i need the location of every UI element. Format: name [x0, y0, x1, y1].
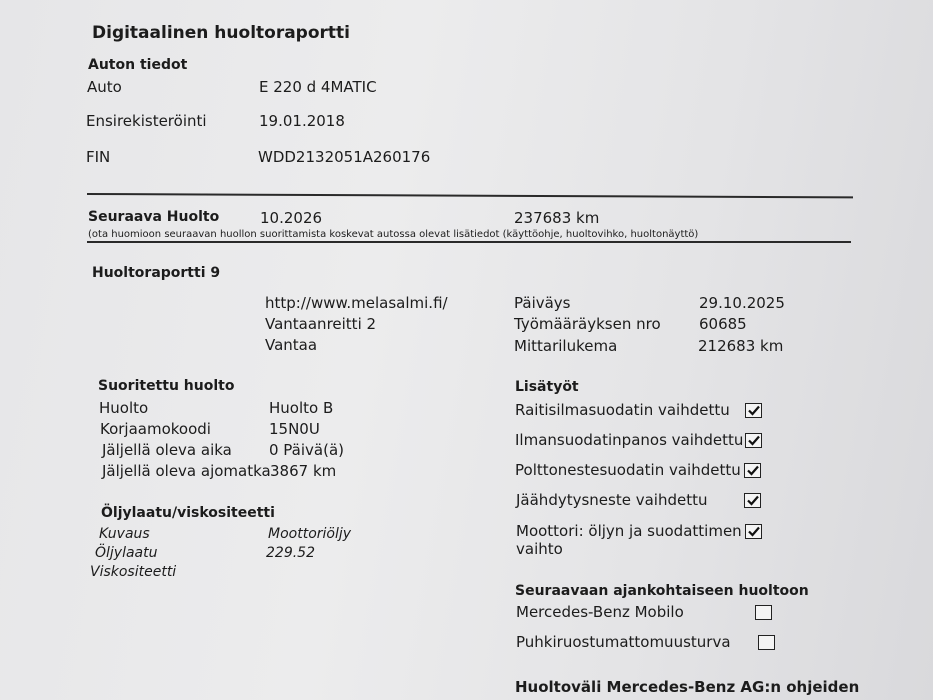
workshop-city: Vantaa: [265, 336, 318, 354]
checkmark-icon: [747, 434, 761, 447]
oil-description-value: Moottoriöljy: [268, 526, 352, 542]
upcoming-item-checkbox[interactable]: [758, 635, 775, 650]
work-order-label: Työmääräyksen nro: [514, 315, 661, 333]
checkmark-icon: [747, 525, 761, 538]
oil-description-label: Kuvaus: [99, 526, 150, 542]
oil-quality-label: Öljylaatu: [95, 545, 158, 561]
divider-top: [87, 193, 853, 198]
remaining-time-value: 0 Päivä(ä): [269, 441, 345, 459]
service-interval-heading: Huoltoväli Mercedes-Benz AG:n ohjeiden: [515, 678, 860, 696]
extra-item-checkbox[interactable]: [745, 403, 762, 418]
fin-label: FIN: [86, 148, 111, 166]
extra-item-checkbox[interactable]: [745, 433, 762, 448]
odometer-value: 212683 km: [698, 337, 784, 355]
checkmark-icon: [746, 494, 760, 507]
upcoming-item-label: Puhkiruostumattomuusturva: [516, 633, 731, 651]
workshop-url: http://www.melasalmi.fi/: [265, 294, 448, 312]
first-registration-label: Ensirekisteröinti: [86, 112, 207, 130]
checkmark-icon: [746, 464, 760, 477]
extra-work-heading: Lisätyöt: [515, 379, 579, 395]
first-registration-value: 19.01.2018: [259, 112, 345, 130]
extra-item-checkbox[interactable]: [745, 524, 762, 539]
remaining-time-label: Jäljellä oleva aika: [102, 441, 232, 459]
car-model-label: Auto: [87, 78, 122, 96]
next-service-km: 237683 km: [514, 209, 600, 227]
next-service-date: 10.2026: [260, 209, 323, 227]
date-value: 29.10.2025: [699, 294, 785, 312]
report-heading: Huoltoraportti 9: [92, 265, 221, 281]
car-model-value: E 220 d 4MATIC: [259, 78, 377, 96]
document-title: Digitaalinen huoltoraportti: [92, 23, 350, 43]
date-label: Päiväys: [514, 294, 571, 312]
remaining-distance-value: 3867 km: [270, 462, 337, 480]
extra-item-label: Moottori: öljyn ja suodattimen: [516, 522, 742, 540]
upcoming-item-checkbox[interactable]: [755, 605, 772, 620]
work-order-value: 60685: [699, 315, 747, 333]
extra-item-label: Ilmansuodatinpanos vaihdettu: [515, 431, 744, 449]
remaining-distance-label: Jäljellä oleva ajomatka: [102, 462, 271, 480]
service-value: Huolto B: [269, 399, 334, 417]
oil-quality-value: 229.52: [266, 545, 315, 561]
odometer-label: Mittarilukema: [514, 337, 618, 355]
next-service-label: Seuraava Huolto: [88, 209, 220, 225]
fin-value: WDD2132051A260176: [258, 148, 431, 166]
extra-item-checkbox[interactable]: [744, 493, 761, 508]
next-service-note: (ota huomioon seuraavan huollon suorittamista koskevat autossa olevat lisätiedot (käyttöohje, huoltovihko, huoltonäyttö): [88, 229, 699, 240]
extra-item-label-continued: vaihto: [516, 540, 563, 558]
upcoming-item-label: Mercedes-Benz Mobilo: [516, 603, 684, 621]
extra-item-label: Polttonestesuodatin vaihdettu: [515, 461, 741, 479]
oil-heading: Öljylaatu/viskositeetti: [101, 505, 275, 521]
workshop-code-label: Korjaamokoodi: [100, 420, 211, 438]
car-info-heading: Auton tiedot: [88, 57, 188, 73]
checkmark-icon: [747, 404, 761, 417]
extra-item-label: Jäähdytysneste vaihdettu: [516, 491, 708, 509]
extra-item-checkbox[interactable]: [744, 463, 761, 478]
performed-heading: Suoritettu huolto: [98, 378, 235, 394]
viscosity-label: Viskositeetti: [90, 564, 177, 580]
workshop-street: Vantaanreitti 2: [265, 315, 377, 333]
workshop-code-value: 15N0U: [269, 420, 320, 438]
upcoming-heading: Seuraavaan ajankohtaiseen huoltoon: [515, 583, 809, 599]
extra-item-label: Raitisilmasuodatin vaihdettu: [515, 401, 730, 419]
service-label: Huolto: [99, 399, 149, 417]
divider-bottom: [87, 241, 851, 243]
